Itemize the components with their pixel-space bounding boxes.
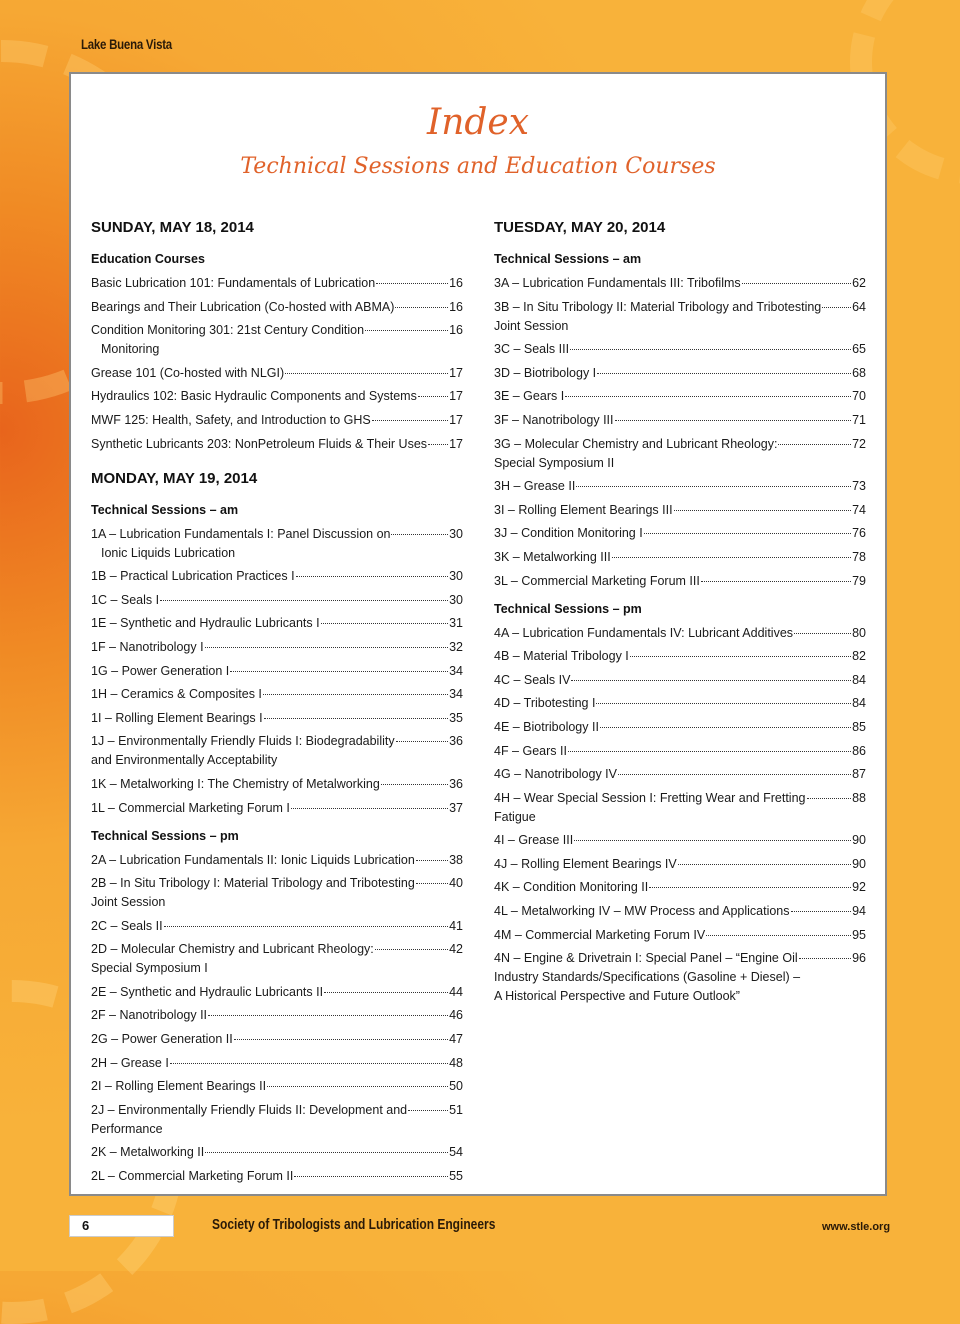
- index-entry: [91, 364, 463, 383]
- index-entry: [494, 949, 866, 1006]
- index-entry: [91, 662, 463, 681]
- entry-title: 2K – Metalworking II: [91, 1145, 205, 1160]
- index-entry: [494, 926, 866, 945]
- entry-title: 4H – Wear Special Session I: Fretting Wear and Fretting: [494, 790, 806, 805]
- entry-page-number: 17: [449, 365, 463, 380]
- index-entry: [91, 799, 463, 818]
- entry-page-number: 90: [852, 856, 866, 871]
- index-entry: [494, 671, 866, 690]
- dot-leader: [234, 1039, 448, 1040]
- entry-title: 2E – Synthetic and Hydraulic Lubricants II: [91, 984, 324, 999]
- dot-leader: [742, 283, 851, 284]
- index-entry: [494, 274, 866, 293]
- dot-leader: [416, 860, 448, 861]
- entry-continuation: Monitoring: [101, 342, 160, 357]
- index-entry: [494, 765, 866, 784]
- entry-page-number: 16: [449, 299, 463, 314]
- entry-page-number: 64: [852, 299, 866, 314]
- entry-page-number: 74: [852, 502, 866, 517]
- dot-leader: [264, 718, 448, 719]
- entry-continuation: Joint Session: [91, 895, 166, 910]
- index-entry: [91, 1101, 463, 1139]
- index-entry: [494, 789, 866, 827]
- dot-leader: [701, 581, 851, 582]
- entry-page-number: 16: [449, 276, 463, 290]
- index-entry: [494, 831, 866, 850]
- entry-title: 3B – In Situ Tribology II: Material Tribology and Tribotesting: [494, 299, 822, 314]
- dot-leader: [285, 373, 448, 374]
- index-entry: [91, 685, 463, 704]
- entry-title: 2B – In Situ Tribology I: Material Tribology and Tribotesting: [91, 876, 415, 891]
- entry-page-number: 35: [449, 710, 463, 725]
- dot-leader: [600, 727, 851, 728]
- index-entry: [91, 917, 463, 936]
- entry-page-number: 42: [449, 942, 463, 957]
- index-entry: [91, 411, 463, 430]
- index-entry: [91, 775, 463, 794]
- dot-leader: [565, 396, 851, 397]
- entry-title: 4M – Commercial Marketing Forum IV: [494, 927, 706, 942]
- day-heading-monday: MONDAY, MAY 19, 2014: [91, 469, 258, 487]
- dot-leader: [376, 283, 448, 284]
- dot-leader: [574, 840, 851, 841]
- dot-leader: [570, 349, 851, 350]
- entry-title: 4B – Material Tribology I: [494, 649, 629, 664]
- entry-title: 3L – Commercial Marketing Forum III: [494, 573, 700, 588]
- entry-page-number: 34: [449, 687, 463, 702]
- entry-list: [91, 525, 463, 818]
- dot-leader: [612, 557, 851, 558]
- index-entry: [494, 387, 866, 406]
- entry-title: 4I – Grease III: [494, 833, 574, 848]
- entry-title: 4J – Rolling Element Bearings IV: [494, 856, 677, 871]
- entry-page-number: 17: [449, 412, 463, 427]
- entry-page-number: 44: [449, 984, 463, 999]
- dot-leader: [596, 703, 851, 704]
- entry-title: Grease 101 (Co-hosted with NLGI): [91, 365, 285, 380]
- dot-leader: [706, 935, 851, 936]
- index-entry: [494, 624, 866, 643]
- entry-title: 1E – Synthetic and Hydraulic Lubricants I: [91, 616, 320, 631]
- entry-title: 3I – Rolling Element Bearings III: [494, 502, 673, 517]
- entry-title: Synthetic Lubricants 203: NonPetroleum Fluids & Their Uses: [91, 436, 428, 451]
- entry-title: 1C – Seals I: [91, 592, 160, 607]
- day-heading-sunday: SUNDAY, MAY 18, 2014: [91, 219, 254, 236]
- entry-page-number: 54: [449, 1145, 463, 1160]
- left-column: [91, 218, 463, 1191]
- index-entry: [91, 732, 463, 770]
- entry-page-number: 41: [449, 918, 463, 933]
- entry-title: 1H – Ceramics & Composites I: [91, 687, 262, 702]
- entry-page-number: 85: [852, 719, 866, 734]
- entry-page-number: 55: [449, 1169, 463, 1184]
- dot-leader: [428, 444, 448, 445]
- page-title: Index: [426, 102, 530, 143]
- entry-title: 2D – Molecular Chemistry and Lubricant Rheology:: [91, 942, 374, 957]
- entry-title: 1B – Practical Lubrication Practices I: [91, 569, 295, 584]
- entry-page-number: 47: [449, 1032, 463, 1047]
- entry-title: 4G – Nanotribology IV: [494, 767, 617, 782]
- entry-page-number: 68: [852, 365, 866, 380]
- dot-leader: [296, 576, 449, 577]
- index-entry: [494, 501, 866, 520]
- dot-leader: [778, 444, 851, 445]
- index-entry: [494, 364, 866, 383]
- dot-leader: [372, 420, 448, 421]
- index-entry: [91, 1143, 463, 1162]
- entry-page-number: 80: [852, 625, 866, 640]
- index-entry: [91, 851, 463, 870]
- entry-list: [494, 274, 866, 591]
- entry-page-number: 95: [852, 927, 866, 942]
- entry-list: [91, 851, 463, 1187]
- entry-page-number: 88: [852, 790, 866, 805]
- entry-page-number: 96: [852, 951, 866, 966]
- dot-leader: [205, 1152, 448, 1153]
- entry-continuation: Special Symposium I: [91, 961, 208, 976]
- entry-page-number: 17: [449, 436, 463, 451]
- entry-page-number: 84: [852, 672, 866, 687]
- index-entry: [91, 1006, 463, 1025]
- entry-page-number: 72: [852, 436, 866, 451]
- entry-continuation: Special Symposium II: [494, 455, 615, 470]
- entry-page-number: 30: [449, 569, 463, 584]
- page-number-box: [69, 1215, 174, 1237]
- entry-page-number: 36: [449, 734, 463, 749]
- index-entry: [91, 1054, 463, 1073]
- dot-leader: [395, 307, 448, 308]
- entry-title: 1F – Nanotribology I: [91, 639, 204, 654]
- dot-leader: [164, 926, 449, 927]
- entry-title: 1L – Commercial Marketing Forum I: [91, 800, 290, 815]
- entry-page-number: 30: [449, 526, 463, 541]
- entry-page-number: 79: [852, 573, 866, 588]
- dot-leader: [408, 1110, 448, 1111]
- index-entry: [494, 647, 866, 666]
- entry-title: 4L – Metalworking IV – MW Process and Applications: [494, 904, 790, 919]
- dot-leader: [230, 671, 448, 672]
- index-entry: [91, 387, 463, 406]
- entry-page-number: 78: [852, 549, 866, 564]
- index-entry: [91, 874, 463, 912]
- entry-title: 2I – Rolling Element Bearings II: [91, 1079, 267, 1094]
- entry-title: 4E – Biotribology II: [494, 719, 599, 734]
- section-heading: Technical Sessions – pm: [494, 601, 642, 616]
- dot-leader: [571, 680, 851, 681]
- dot-leader: [618, 774, 851, 775]
- entry-page-number: 86: [852, 743, 866, 758]
- index-entry: [91, 1030, 463, 1049]
- entry-page-number: 37: [449, 800, 463, 815]
- index-entry: [91, 435, 463, 454]
- index-entry: [91, 298, 463, 317]
- index-entry: [494, 718, 866, 737]
- entry-page-number: 51: [449, 1102, 463, 1117]
- entry-title: 4F – Gears II: [494, 743, 567, 758]
- entry-title: Bearings and Their Lubrication (Co-hosted with ABMA): [91, 299, 395, 314]
- index-entry: [494, 340, 866, 359]
- dot-leader: [644, 533, 851, 534]
- entry-page-number: 82: [852, 649, 866, 664]
- entry-page-number: 70: [852, 389, 866, 404]
- dot-leader: [674, 510, 852, 511]
- entry-title: 4N – Engine & Drivetrain I: Special Panel – “Engine Oil: [494, 951, 798, 966]
- dot-leader: [794, 633, 851, 634]
- dot-leader: [791, 911, 852, 912]
- entry-page-number: 34: [449, 663, 463, 678]
- index-entry: [494, 572, 866, 591]
- entry-title: Hydraulics 102: Basic Hydraulic Components and Systems: [91, 389, 417, 404]
- index-entry: [494, 411, 866, 430]
- dot-leader: [294, 1176, 448, 1177]
- society-name: Society of Tribologists and Lubrication Engineers: [212, 1216, 496, 1233]
- dot-leader: [160, 600, 448, 601]
- entry-title: 3K – Metalworking III: [494, 549, 611, 564]
- dot-leader: [375, 949, 448, 950]
- index-entry: [494, 477, 866, 496]
- entry-title: 3F – Nanotribology III: [494, 412, 614, 427]
- entry-list: [91, 274, 463, 454]
- entry-title: 1J – Environmentally Friendly Fluids I: Biodegradability: [91, 734, 395, 749]
- dot-leader: [597, 373, 851, 374]
- entry-title: 4C – Seals IV: [494, 672, 571, 687]
- entry-title: 3J – Condition Monitoring I: [494, 526, 643, 541]
- dot-leader: [649, 887, 851, 888]
- entry-title: 3E – Gears I: [494, 389, 565, 404]
- section-heading: Education Courses: [91, 252, 205, 266]
- entry-title: 3H – Grease II: [494, 479, 576, 494]
- index-panel: [69, 72, 887, 1196]
- entry-page-number: 17: [449, 389, 463, 404]
- dot-leader: [365, 330, 448, 331]
- index-entry: [91, 614, 463, 633]
- entry-title: 2G – Power Generation II: [91, 1032, 233, 1047]
- dot-leader: [678, 864, 851, 865]
- entry-title: 4A – Lubrication Fundamentals IV: Lubricant Additives: [494, 625, 794, 640]
- entry-title: 2J – Environmentally Friendly Fluids II: Development and: [91, 1102, 408, 1117]
- dot-leader: [205, 647, 449, 648]
- entry-title: 1K – Metalworking I: The Chemistry of Metalworking: [91, 776, 380, 791]
- entry-title: 1I – Rolling Element Bearings I: [91, 710, 263, 725]
- index-entry: [494, 878, 866, 897]
- entry-title: 1G – Power Generation I: [91, 663, 230, 678]
- entry-page-number: 48: [449, 1055, 463, 1070]
- section-heading: Technical Sessions – pm: [91, 828, 239, 843]
- dot-leader: [381, 784, 448, 785]
- index-entry: [91, 274, 463, 293]
- entry-page-number: 84: [852, 696, 866, 711]
- entry-title: Basic Lubrication 101: Fundamentals of Lubrication: [91, 276, 376, 290]
- index-entry: [494, 694, 866, 713]
- dot-leader: [822, 307, 851, 308]
- entry-title: 1A – Lubrication Fundamentals I: Panel Discussion on: [91, 526, 391, 541]
- entry-title: 3A – Lubrication Fundamentals III: Tribofilms: [494, 276, 741, 290]
- index-entry: [494, 298, 866, 336]
- entry-continuation: Performance: [91, 1121, 163, 1136]
- index-entry: [91, 321, 463, 359]
- index-entry: [91, 1077, 463, 1096]
- entry-title: 3G – Molecular Chemistry and Lubricant Rheology:: [494, 436, 778, 451]
- index-entry: [91, 940, 463, 978]
- entry-page-number: 50: [449, 1079, 463, 1094]
- entry-page-number: 92: [852, 880, 866, 895]
- index-entry: [91, 567, 463, 586]
- dot-leader: [291, 808, 448, 809]
- entry-title: 2A – Lubrication Fundamentals II: Ionic Liquids Lubrication: [91, 852, 415, 867]
- dot-leader: [630, 656, 851, 657]
- dot-leader: [799, 958, 851, 959]
- index-entry: [91, 525, 463, 563]
- index-entry: [494, 548, 866, 567]
- entry-title: 2F – Nanotribology II: [91, 1008, 208, 1023]
- page-number: 6: [82, 1218, 90, 1233]
- entry-title: 2C – Seals II: [91, 918, 163, 933]
- dot-leader: [418, 396, 448, 397]
- day-heading-tuesday: TUESDAY, MAY 20, 2014: [494, 219, 666, 236]
- entry-continuation: Fatigue: [494, 809, 536, 824]
- entry-continuation: Industry Standards/Specifications (Gasoline + Diesel) –: [494, 970, 801, 985]
- entry-continuation: Joint Session: [494, 318, 569, 333]
- index-entry: [494, 742, 866, 761]
- entry-continuation: A Historical Perspective and Future Outlook”: [494, 989, 740, 1004]
- index-entry: [91, 638, 463, 657]
- entry-title: 4D – Tribotesting I: [494, 696, 596, 711]
- entry-title: MWF 125: Health, Safety, and Introduction to GHS: [91, 412, 371, 427]
- entry-page-number: 31: [449, 616, 463, 631]
- dot-leader: [170, 1063, 448, 1064]
- entry-page-number: 87: [852, 767, 866, 782]
- index-entry: [91, 709, 463, 728]
- entry-page-number: 40: [449, 876, 463, 891]
- dot-leader: [267, 1086, 448, 1087]
- dot-leader: [208, 1015, 448, 1016]
- entry-page-number: 62: [852, 276, 866, 290]
- dot-leader: [416, 883, 448, 884]
- entry-title: 3C – Seals III: [494, 342, 570, 357]
- location-header: Lake Buena Vista: [81, 36, 172, 52]
- entry-page-number: 65: [852, 342, 866, 357]
- entry-title: Condition Monitoring 301: 21st Century Condition: [91, 323, 365, 338]
- dot-leader: [391, 534, 448, 535]
- website-url: www.stle.org: [822, 1221, 891, 1233]
- index-entry: [91, 983, 463, 1002]
- entry-title: 2L – Commercial Marketing Forum II: [91, 1169, 294, 1184]
- dot-leader: [321, 623, 448, 624]
- entry-page-number: 71: [852, 412, 866, 427]
- entry-page-number: 90: [852, 833, 866, 848]
- dot-leader: [807, 798, 852, 799]
- entry-title: 3D – Biotribology I: [494, 365, 597, 380]
- entry-page-number: 46: [449, 1008, 463, 1023]
- entry-title: 2H – Grease I: [91, 1055, 169, 1070]
- dot-leader: [396, 741, 448, 742]
- index-entry: [91, 591, 463, 610]
- dot-leader: [576, 486, 851, 487]
- entry-continuation: Ionic Liquids Lubrication: [101, 545, 236, 560]
- index-entry: [494, 855, 866, 874]
- dot-leader: [263, 694, 448, 695]
- entry-page-number: 76: [852, 526, 866, 541]
- section-heading: Technical Sessions – am: [91, 502, 239, 517]
- entry-page-number: 16: [449, 323, 463, 338]
- entry-continuation: and Environmentally Acceptability: [91, 753, 278, 768]
- index-entry: [494, 902, 866, 921]
- index-entry: [91, 1167, 463, 1186]
- section-heading: Technical Sessions – am: [494, 252, 642, 266]
- dot-leader: [568, 751, 851, 752]
- right-column: [494, 218, 866, 1011]
- entry-page-number: 38: [449, 852, 463, 867]
- index-entry: [494, 435, 866, 473]
- entry-page-number: 32: [449, 639, 463, 654]
- entry-page-number: 94: [852, 904, 866, 919]
- dot-leader: [615, 420, 852, 421]
- entry-page-number: 30: [449, 592, 463, 607]
- entry-page-number: 73: [852, 479, 866, 494]
- page-subtitle: Technical Sessions and Education Courses: [240, 154, 716, 179]
- entry-list: [494, 624, 866, 1007]
- entry-page-number: 36: [449, 776, 463, 791]
- entry-title: 4K – Condition Monitoring II: [494, 880, 649, 895]
- dot-leader: [324, 992, 448, 993]
- index-entry: [494, 524, 866, 543]
